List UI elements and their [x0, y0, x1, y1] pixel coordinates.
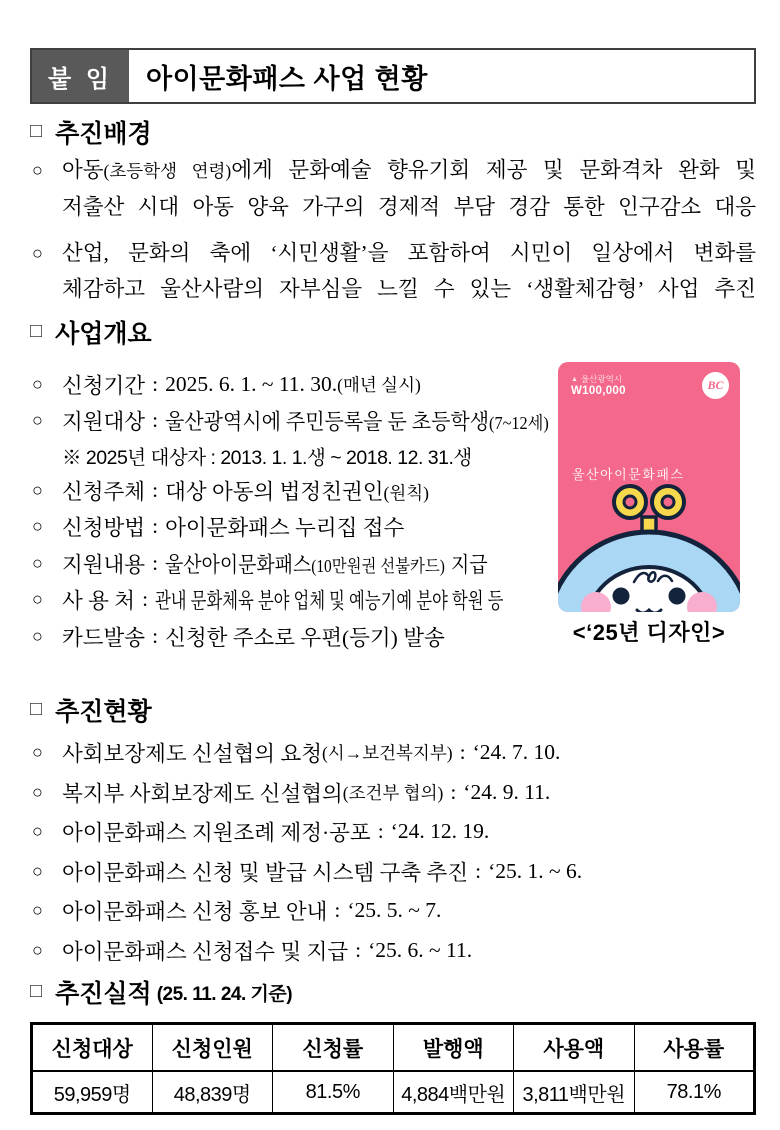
- background-section: [32, 152, 756, 317]
- row-value: 대상 아동의 법정친권인: [165, 479, 384, 504]
- overview-note: ※ 2025년 대상자 : 2013. 1. 1.생 ~ 2018. 12. 31.생: [62, 446, 472, 469]
- row-value: 신청한 주소로 우편(등기) 발송: [165, 625, 445, 650]
- circle-bullet-icon: ○: [32, 516, 43, 537]
- row-label: 사 용 처: [62, 589, 136, 614]
- row-value: 울산아이문화패스: [165, 552, 312, 577]
- section-heading-label: 추진현황: [55, 698, 152, 726]
- progress-date: ‘24. 12. 19.: [390, 819, 490, 844]
- paragraph-line: 체감하고 울산사람의 자부심을 느낄 수 있는 ‘생활체감형’ 사업 추진: [62, 277, 756, 301]
- row-label: 신청기간: [62, 373, 146, 398]
- page-title: 아이문화패스 사업 현황: [146, 63, 428, 94]
- table-cell: 4,884백만원: [393, 1071, 514, 1114]
- bc-card-logo-icon: BC: [702, 372, 729, 399]
- circle-bullet-icon: ○: [32, 821, 43, 842]
- circle-bullet-icon: ○: [32, 410, 43, 431]
- progress-row: ○ 아이문화패스 신청 및 발급 시스템 구축 추진 : ‘25. 1. ~ 6.: [32, 858, 583, 885]
- row-value: 아이문화패스 누리집 접수: [165, 516, 405, 541]
- progress-row: ○ 복지부 사회보장제도 신설협의 (조건부 협의) : ‘24. 9. 11.: [32, 779, 551, 806]
- overview-section: [32, 366, 558, 655]
- section-heading-results: [30, 974, 292, 1010]
- results-asof-date: (25. 11. 24. 기준): [156, 983, 293, 1005]
- card-script-title: 울산아이문화패스: [572, 467, 685, 482]
- circle-bullet-icon: ○: [32, 589, 43, 610]
- progress-row: ○ 아이문화패스 신청접수 및 지급 : ‘25. 6. ~ 11.: [32, 937, 473, 964]
- square-bullet-icon: □: [30, 319, 43, 342]
- progress-date: ‘24. 7. 10.: [472, 740, 561, 765]
- table-cell: 48,839명: [152, 1071, 273, 1114]
- section-heading-label: 추진실적: [55, 980, 152, 1008]
- circle-bullet-icon: ○: [32, 243, 43, 263]
- table-header-row: [32, 1024, 755, 1072]
- row-value: 2025. 6. 1. ~ 11. 30.: [165, 371, 338, 396]
- row-label: 지원내용: [62, 552, 146, 577]
- progress-date: ‘24. 9. 11.: [463, 779, 551, 804]
- card-design-caption: <‘25년 디자인>: [572, 620, 726, 645]
- table-cell: 59,959명: [32, 1071, 153, 1114]
- results-table: [30, 1022, 756, 1115]
- progress-date: ‘25. 6. ~ 11.: [368, 937, 473, 962]
- row-label: 신청방법: [62, 516, 146, 541]
- overview-row-usage: ○ 사 용 처 : 관내 문화체육 분야 업체 및 예능기예 분야 학원 등: [32, 582, 558, 619]
- overview-row-applicant: ○ 신청주체 : 대상 아동의 법정친권인(원칙): [32, 472, 558, 509]
- table-cell: 81.5%: [273, 1071, 394, 1114]
- row-label: 카드발송: [62, 625, 146, 650]
- section-heading-overview: [30, 314, 152, 350]
- column-header: 사용액: [514, 1024, 635, 1072]
- progress-date: ‘25. 1. ~ 6.: [488, 858, 583, 883]
- overview-row-target: ○ 지원대상 : 울산광역시에 주민등록을 둔 초등학생(7~12세): [32, 403, 558, 440]
- circle-bullet-icon: ○: [32, 939, 43, 960]
- circle-bullet-icon: ○: [32, 160, 43, 180]
- progress-date: ‘25. 5. ~ 7.: [347, 898, 442, 923]
- column-header: 발행액: [393, 1024, 514, 1072]
- square-bullet-icon: □: [30, 119, 43, 142]
- circle-bullet-icon: ○: [32, 373, 43, 394]
- section-heading-progress: [30, 692, 152, 728]
- circle-bullet-icon: ○: [32, 552, 43, 573]
- section-heading-label: 추진배경: [55, 120, 152, 148]
- row-value: 울산광역시에 주민등록을 둔 초등학생: [165, 410, 490, 435]
- paragraph-line: 저출산 시대 아동 양육 가구의 경제적 부담 경감 통한 인구감소 대응: [62, 195, 756, 219]
- card-amount: W100,000: [571, 385, 626, 397]
- overview-row-period: ○ 신청기간 : 2025. 6. 1. ~ 11. 30.(매년 실시): [32, 366, 558, 403]
- column-header: 사용률: [634, 1024, 755, 1072]
- paragraph-line: 산업, 문화의 축에 ‘시민생활’을 포함하여 시민이 일상에서 변화를: [62, 241, 756, 265]
- column-header: 신청인원: [152, 1024, 273, 1072]
- progress-row: ○ 아이문화패스 신청 홍보 안내 : ‘25. 5. ~ 7.: [32, 898, 442, 925]
- column-header: 신청대상: [32, 1024, 153, 1072]
- circle-bullet-icon: ○: [32, 479, 43, 500]
- circle-bullet-icon: ○: [32, 742, 43, 763]
- square-bullet-icon: □: [30, 979, 43, 1002]
- table-cell: 3,811백만원: [514, 1071, 635, 1114]
- circle-bullet-icon: ○: [32, 625, 43, 646]
- ulsan-city-logo: ▲ 울산광역시: [571, 374, 622, 384]
- progress-section: [32, 733, 756, 970]
- square-bullet-icon: □: [30, 697, 43, 720]
- row-value: 관내 문화체육 분야 업체 및 예능기예 분야 학원 등: [155, 589, 504, 614]
- circle-bullet-icon: ○: [32, 781, 43, 802]
- table-cell: 78.1%: [634, 1071, 755, 1114]
- circle-bullet-icon: ○: [32, 860, 43, 881]
- list-item: [32, 152, 756, 225]
- column-header: 신청률: [273, 1024, 394, 1072]
- list-item: [32, 235, 756, 307]
- progress-row: ○ 아이문화패스 지원조례 제정·공포 : ‘24. 12. 19.: [32, 819, 490, 846]
- progress-row: ○ 사회보장제도 신설협의 요청 (시→보건복지부) : ‘24. 7. 10.: [32, 740, 561, 767]
- overview-row-delivery: ○ 카드발송 : 신청한 주소로 우편(등기) 발송: [32, 618, 558, 655]
- section-heading-background: [30, 114, 152, 150]
- whale-character-icon: [558, 479, 740, 612]
- overview-row-benefit: ○ 지원내용 : 울산아이문화패스(10만원권 선불카드) 지급: [32, 545, 558, 582]
- attachment-badge: 붙 임: [32, 50, 129, 102]
- culture-pass-card-image: [558, 362, 740, 612]
- attachment-header: [30, 48, 756, 104]
- table-row: [32, 1071, 755, 1114]
- circle-bullet-icon: ○: [32, 900, 43, 921]
- overview-row-method: ○ 신청방법 : 아이문화패스 누리집 접수: [32, 509, 558, 546]
- row-label: 신청주체: [62, 479, 146, 504]
- paragraph-line: 아동(초등학생 연령)에게 문화예술 향유기회 제공 및 문화격차 완화 및: [62, 158, 756, 182]
- section-heading-label: 사업개요: [55, 320, 152, 348]
- ulsan-logo-icon: ▲: [571, 375, 578, 383]
- row-label: 지원대상: [62, 410, 146, 435]
